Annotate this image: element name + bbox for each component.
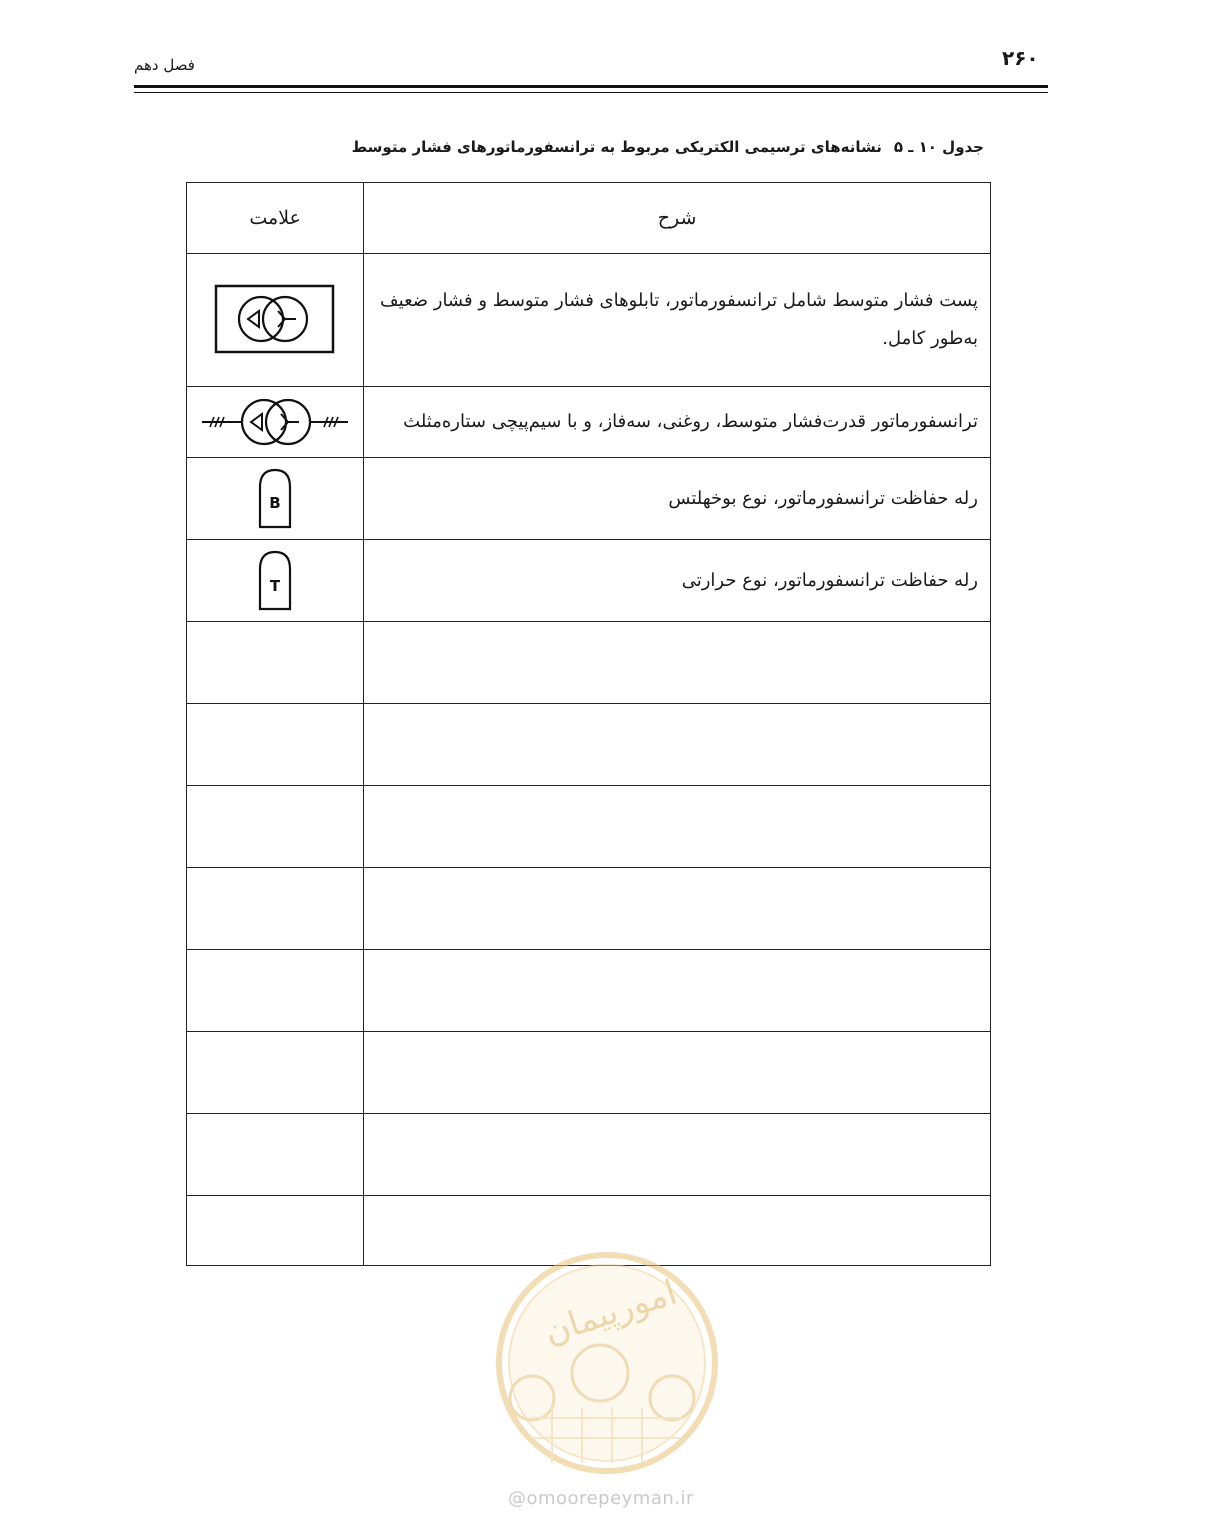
empty-description-cell [364, 950, 991, 1032]
substation-transformer-icon [214, 284, 336, 356]
row-symbol [187, 458, 364, 540]
empty-symbol-cell [187, 1114, 364, 1196]
power-transformer-icon [200, 394, 350, 450]
header-description: شرح [364, 183, 991, 254]
empty-symbol-cell [187, 1196, 364, 1266]
header-rule-thin [134, 92, 1048, 93]
buchholz-relay-icon [255, 467, 295, 531]
row-symbol [187, 254, 364, 387]
symbols-table [186, 182, 991, 1266]
empty-symbol-cell [187, 622, 364, 704]
caption-text: نشانه‌های ترسیمی الکتریکی مربوط به ترانسفورماتورهای فشار متوسط [351, 138, 882, 156]
empty-row [187, 704, 991, 786]
relay-letter-t: T [270, 576, 281, 595]
watermark-url: @omoorepeyman.ir [508, 1488, 694, 1509]
empty-description-cell [364, 1114, 991, 1196]
empty-row [187, 786, 991, 868]
empty-symbol-cell [187, 786, 364, 868]
empty-symbol-cell [187, 868, 364, 950]
watermark-logo [492, 1248, 722, 1508]
empty-description-cell [364, 868, 991, 950]
empty-row [187, 868, 991, 950]
empty-description-cell [364, 786, 991, 868]
table-caption [352, 138, 992, 156]
empty-row [187, 950, 991, 1032]
watermark-logo-text: امورپیمان [539, 1272, 682, 1353]
page-number: ۲۶۰ [1002, 46, 1039, 70]
empty-symbol-cell [187, 950, 364, 1032]
header-symbol: علامت [187, 183, 364, 254]
empty-row [187, 1032, 991, 1114]
table-row [187, 458, 991, 540]
empty-description-cell [364, 1032, 991, 1114]
empty-row [187, 622, 991, 704]
table-row [187, 540, 991, 622]
empty-symbol-cell [187, 704, 364, 786]
thermal-relay-icon [255, 549, 295, 613]
chapter-title: فصل دهم [134, 56, 195, 74]
row-description: ترانسفورماتور قدرت‌فشار متوسط، روغنی، سه‌فاز، و با سیم‌پیچی ستاره‌مثلث [364, 387, 991, 458]
row-description: رله حفاظت ترانسفورماتور، نوع بوخهلتس [364, 458, 991, 540]
header-rule-thick [134, 85, 1048, 88]
row-symbol [187, 540, 364, 622]
row-symbol [187, 387, 364, 458]
row-description: پست فشار متوسط شامل ترانسفورماتور، تابلوهای فشار متوسط و فشار ضعیف به‌طور کامل. [364, 254, 991, 387]
empty-symbol-cell [187, 1032, 364, 1114]
empty-description-cell [364, 704, 991, 786]
caption-label: جدول ۱۰ ـ ۵ [893, 138, 984, 156]
relay-letter-b: B [269, 493, 281, 512]
watermark-url-text: omoorepeyman.ir [526, 1488, 694, 1509]
empty-description-cell [364, 622, 991, 704]
row-description: رله حفاظت ترانسفورماتور، نوع حرارتی [364, 540, 991, 622]
table-header-row [187, 183, 991, 254]
table-row [187, 254, 991, 387]
table-row [187, 387, 991, 458]
empty-row [187, 1114, 991, 1196]
